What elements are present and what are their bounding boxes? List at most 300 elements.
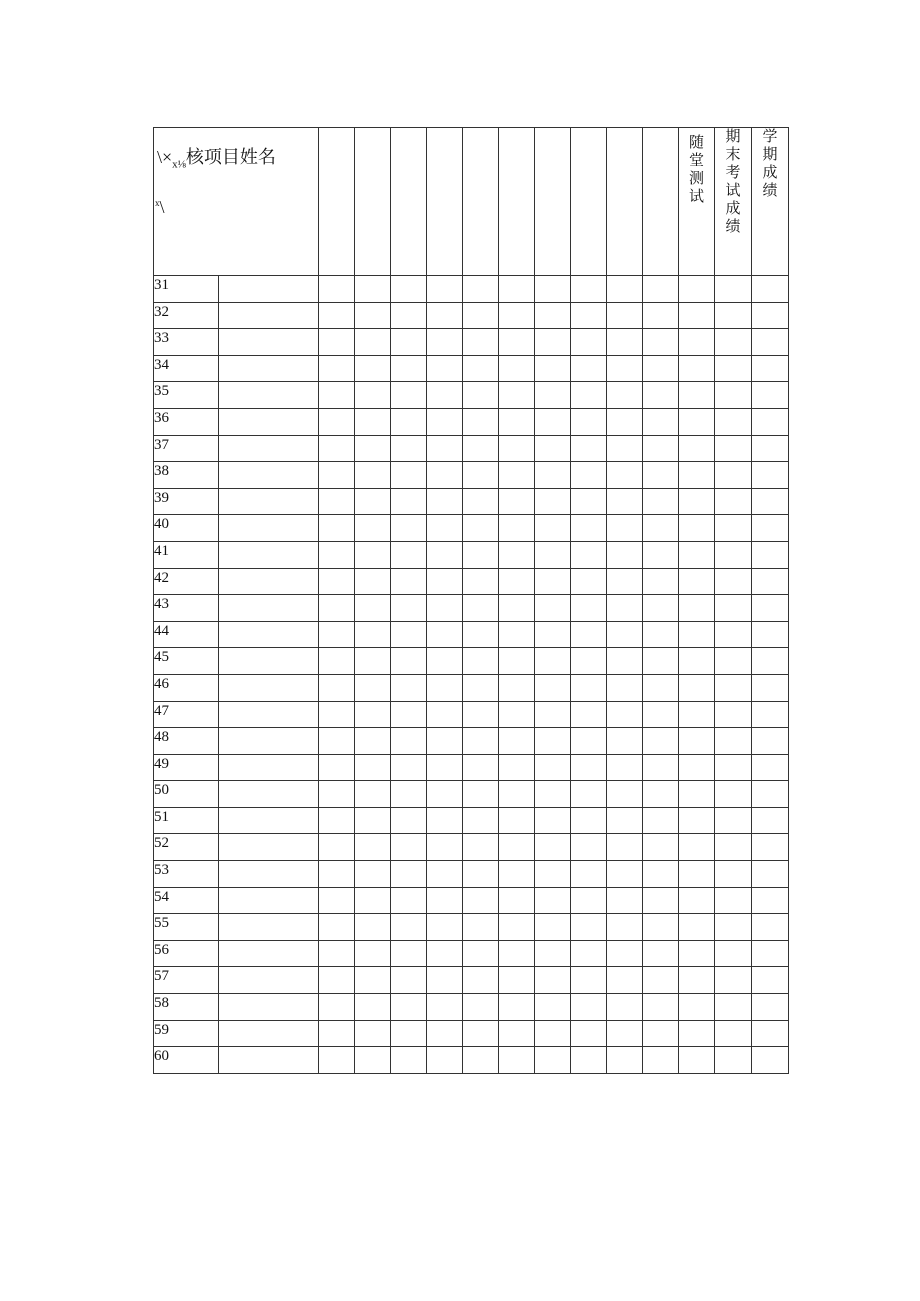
score-cell xyxy=(499,781,535,808)
score-cell xyxy=(499,355,535,382)
student-name-cell xyxy=(219,435,319,462)
score-cell xyxy=(679,674,715,701)
score-cell xyxy=(391,515,427,542)
row-number: 58 xyxy=(154,994,219,1021)
header-quiz-label: 随 堂 测 试 xyxy=(688,133,704,205)
score-cell xyxy=(679,488,715,515)
score-cell xyxy=(355,701,391,728)
student-name-cell xyxy=(219,940,319,967)
row-number: 49 xyxy=(154,754,219,781)
score-cell xyxy=(715,887,752,914)
score-cell xyxy=(355,1047,391,1074)
score-cell xyxy=(535,382,571,409)
score-cell xyxy=(427,967,463,994)
score-cell xyxy=(391,302,427,329)
score-cell xyxy=(571,408,607,435)
score-cell xyxy=(752,781,789,808)
score-cell xyxy=(607,728,643,755)
score-cell xyxy=(607,834,643,861)
score-cell xyxy=(319,462,355,489)
student-name-cell xyxy=(219,728,319,755)
row-number: 45 xyxy=(154,648,219,675)
score-cell xyxy=(463,302,499,329)
score-cell xyxy=(427,674,463,701)
score-cell xyxy=(752,408,789,435)
score-cell xyxy=(715,674,752,701)
table-row xyxy=(154,408,789,435)
score-cell xyxy=(535,568,571,595)
score-cell xyxy=(319,940,355,967)
score-cell xyxy=(463,1020,499,1047)
score-cell xyxy=(427,940,463,967)
score-cell xyxy=(427,728,463,755)
score-cell xyxy=(499,515,535,542)
score-cell xyxy=(499,435,535,462)
table-row xyxy=(154,595,789,622)
row-number: 37 xyxy=(154,435,219,462)
score-cell xyxy=(679,621,715,648)
score-cell xyxy=(463,462,499,489)
score-cell xyxy=(391,674,427,701)
score-cell xyxy=(499,408,535,435)
score-cell xyxy=(499,940,535,967)
score-cell xyxy=(319,408,355,435)
score-cell xyxy=(427,621,463,648)
score-cell xyxy=(499,276,535,303)
student-name-cell xyxy=(219,648,319,675)
score-cell xyxy=(535,807,571,834)
table-row xyxy=(154,887,789,914)
score-cell xyxy=(463,276,499,303)
score-cell xyxy=(391,435,427,462)
score-cell xyxy=(643,728,679,755)
score-cell xyxy=(391,648,427,675)
score-cell xyxy=(715,1020,752,1047)
row-number: 56 xyxy=(154,940,219,967)
row-number: 34 xyxy=(154,355,219,382)
score-cell xyxy=(463,940,499,967)
score-cell xyxy=(391,940,427,967)
student-name-cell xyxy=(219,488,319,515)
header-blank-cell xyxy=(499,128,535,276)
score-cell xyxy=(427,515,463,542)
table-row xyxy=(154,834,789,861)
score-cell xyxy=(607,488,643,515)
score-cell xyxy=(752,355,789,382)
score-cell xyxy=(355,994,391,1021)
score-cell xyxy=(607,1047,643,1074)
score-cell xyxy=(571,940,607,967)
score-cell xyxy=(391,595,427,622)
score-cell xyxy=(571,861,607,888)
score-cell xyxy=(391,568,427,595)
score-cell xyxy=(391,1020,427,1047)
row-number: 38 xyxy=(154,462,219,489)
grade-sheet xyxy=(153,127,789,1073)
table-row xyxy=(154,435,789,462)
score-cell xyxy=(535,887,571,914)
row-number: 50 xyxy=(154,781,219,808)
score-cell xyxy=(391,781,427,808)
score-cell xyxy=(571,541,607,568)
score-cell xyxy=(679,382,715,409)
student-name-cell xyxy=(219,887,319,914)
score-cell xyxy=(535,1047,571,1074)
table-row xyxy=(154,994,789,1021)
score-cell xyxy=(355,329,391,356)
score-cell xyxy=(319,807,355,834)
header-blank-cell xyxy=(607,128,643,276)
student-name-cell xyxy=(219,754,319,781)
score-cell xyxy=(535,329,571,356)
score-cell xyxy=(571,515,607,542)
score-cell xyxy=(391,462,427,489)
score-cell xyxy=(715,914,752,941)
score-cell xyxy=(319,834,355,861)
score-cell xyxy=(752,861,789,888)
score-cell xyxy=(535,435,571,462)
table-row xyxy=(154,674,789,701)
score-cell xyxy=(643,382,679,409)
score-cell xyxy=(607,595,643,622)
score-cell xyxy=(391,754,427,781)
row-number: 40 xyxy=(154,515,219,542)
row-number: 47 xyxy=(154,701,219,728)
score-cell xyxy=(427,355,463,382)
score-cell xyxy=(319,435,355,462)
score-cell xyxy=(535,408,571,435)
table-row xyxy=(154,781,789,808)
score-cell xyxy=(715,355,752,382)
score-cell xyxy=(319,728,355,755)
score-cell xyxy=(571,595,607,622)
header-blank-cell xyxy=(643,128,679,276)
score-cell xyxy=(463,1047,499,1074)
score-cell xyxy=(643,435,679,462)
score-cell xyxy=(607,967,643,994)
score-cell xyxy=(643,329,679,356)
table-row xyxy=(154,621,789,648)
score-cell xyxy=(427,861,463,888)
score-cell xyxy=(752,940,789,967)
score-cell xyxy=(463,807,499,834)
student-name-cell xyxy=(219,621,319,648)
score-cell xyxy=(679,435,715,462)
score-cell xyxy=(752,728,789,755)
score-cell xyxy=(319,488,355,515)
score-cell xyxy=(571,382,607,409)
score-cell xyxy=(391,807,427,834)
score-cell xyxy=(752,1020,789,1047)
score-cell xyxy=(571,462,607,489)
score-cell xyxy=(643,861,679,888)
score-cell xyxy=(535,302,571,329)
score-cell xyxy=(679,728,715,755)
score-cell xyxy=(463,355,499,382)
score-cell xyxy=(355,568,391,595)
score-cell xyxy=(643,621,679,648)
student-name-cell xyxy=(219,355,319,382)
row-number: 35 xyxy=(154,382,219,409)
score-cell xyxy=(607,994,643,1021)
score-cell xyxy=(463,887,499,914)
table-row xyxy=(154,355,789,382)
score-cell xyxy=(463,515,499,542)
score-cell xyxy=(643,834,679,861)
score-cell xyxy=(643,568,679,595)
score-cell xyxy=(463,674,499,701)
score-cell xyxy=(571,887,607,914)
score-cell xyxy=(679,967,715,994)
score-cell xyxy=(391,994,427,1021)
score-cell xyxy=(355,861,391,888)
score-cell xyxy=(535,940,571,967)
score-cell xyxy=(499,382,535,409)
score-cell xyxy=(752,914,789,941)
score-cell xyxy=(679,940,715,967)
score-cell xyxy=(535,595,571,622)
score-cell xyxy=(355,302,391,329)
score-cell xyxy=(607,382,643,409)
score-cell xyxy=(715,568,752,595)
score-cell xyxy=(355,488,391,515)
score-cell xyxy=(355,276,391,303)
score-cell xyxy=(643,408,679,435)
score-cell xyxy=(355,462,391,489)
table-row xyxy=(154,807,789,834)
header-blank-cell xyxy=(355,128,391,276)
score-cell xyxy=(427,276,463,303)
score-cell xyxy=(499,754,535,781)
row-number: 46 xyxy=(154,674,219,701)
score-cell xyxy=(391,914,427,941)
score-cell xyxy=(535,648,571,675)
score-cell xyxy=(391,355,427,382)
score-cell xyxy=(391,621,427,648)
score-cell xyxy=(355,728,391,755)
diagonal-header-cell xyxy=(154,128,319,276)
score-cell xyxy=(391,382,427,409)
score-cell xyxy=(499,1047,535,1074)
score-cell xyxy=(679,541,715,568)
header-blank-cell xyxy=(571,128,607,276)
score-cell xyxy=(499,541,535,568)
score-cell xyxy=(499,834,535,861)
score-cell xyxy=(499,1020,535,1047)
row-number: 48 xyxy=(154,728,219,755)
score-cell xyxy=(752,462,789,489)
row-number: 39 xyxy=(154,488,219,515)
score-cell xyxy=(571,834,607,861)
score-cell xyxy=(715,488,752,515)
score-cell xyxy=(715,807,752,834)
score-cell xyxy=(679,568,715,595)
score-cell xyxy=(752,515,789,542)
score-cell xyxy=(571,1047,607,1074)
score-cell xyxy=(679,355,715,382)
score-cell xyxy=(355,914,391,941)
table-row xyxy=(154,648,789,675)
header-blank-cell xyxy=(463,128,499,276)
score-cell xyxy=(427,435,463,462)
score-cell xyxy=(427,1020,463,1047)
score-cell xyxy=(715,595,752,622)
score-cell xyxy=(319,355,355,382)
score-cell xyxy=(643,887,679,914)
score-cell xyxy=(355,674,391,701)
score-cell xyxy=(535,754,571,781)
student-name-cell xyxy=(219,834,319,861)
score-cell xyxy=(427,648,463,675)
score-cell xyxy=(535,621,571,648)
table-row xyxy=(154,914,789,941)
score-cell xyxy=(355,408,391,435)
student-name-cell xyxy=(219,462,319,489)
score-cell xyxy=(679,861,715,888)
score-cell xyxy=(499,967,535,994)
score-cell xyxy=(643,940,679,967)
header-quiz-cell xyxy=(679,128,715,276)
score-cell xyxy=(319,302,355,329)
score-cell xyxy=(571,728,607,755)
corner-header-bottom: $^x$\ xyxy=(155,196,165,217)
score-cell xyxy=(607,807,643,834)
student-name-cell xyxy=(219,568,319,595)
score-cell xyxy=(355,435,391,462)
header-final-label: 期 末 考 试 成 绩 xyxy=(725,127,741,235)
table-row xyxy=(154,515,789,542)
score-cell xyxy=(427,781,463,808)
score-cell xyxy=(463,994,499,1021)
score-cell xyxy=(319,701,355,728)
score-cell xyxy=(643,515,679,542)
score-cell xyxy=(391,887,427,914)
student-name-cell xyxy=(219,1047,319,1074)
student-name-cell xyxy=(219,1020,319,1047)
score-cell xyxy=(463,435,499,462)
score-cell xyxy=(319,781,355,808)
score-cell xyxy=(571,488,607,515)
score-cell xyxy=(679,302,715,329)
student-name-cell xyxy=(219,674,319,701)
score-cell xyxy=(499,728,535,755)
score-cell xyxy=(752,1047,789,1074)
score-cell xyxy=(463,728,499,755)
score-cell xyxy=(607,355,643,382)
score-cell xyxy=(752,701,789,728)
table-row xyxy=(154,541,789,568)
score-cell xyxy=(355,834,391,861)
score-cell xyxy=(752,967,789,994)
score-cell xyxy=(571,781,607,808)
score-cell xyxy=(427,329,463,356)
table-row xyxy=(154,728,789,755)
score-cell xyxy=(571,568,607,595)
score-cell xyxy=(391,488,427,515)
score-cell xyxy=(319,887,355,914)
score-cell xyxy=(355,1020,391,1047)
score-cell xyxy=(535,728,571,755)
score-cell xyxy=(679,648,715,675)
score-cell xyxy=(391,861,427,888)
score-cell xyxy=(319,276,355,303)
score-cell xyxy=(391,329,427,356)
score-cell xyxy=(535,781,571,808)
score-cell xyxy=(535,541,571,568)
table-row xyxy=(154,568,789,595)
header-row xyxy=(154,128,789,276)
score-cell xyxy=(643,807,679,834)
score-cell xyxy=(607,914,643,941)
score-cell xyxy=(391,834,427,861)
row-number: 41 xyxy=(154,541,219,568)
score-cell xyxy=(679,887,715,914)
score-cell xyxy=(391,1047,427,1074)
score-cell xyxy=(571,648,607,675)
row-number: 52 xyxy=(154,834,219,861)
score-cell xyxy=(319,914,355,941)
score-cell xyxy=(752,488,789,515)
score-cell xyxy=(752,754,789,781)
score-cell xyxy=(463,914,499,941)
score-cell xyxy=(355,621,391,648)
score-cell xyxy=(463,621,499,648)
table-row xyxy=(154,1047,789,1074)
score-cell xyxy=(715,754,752,781)
score-cell xyxy=(643,355,679,382)
score-cell xyxy=(571,1020,607,1047)
score-cell xyxy=(499,887,535,914)
score-cell xyxy=(643,754,679,781)
score-cell xyxy=(355,648,391,675)
score-cell xyxy=(499,648,535,675)
student-name-cell xyxy=(219,382,319,409)
score-cell xyxy=(715,541,752,568)
score-cell xyxy=(535,276,571,303)
score-cell xyxy=(571,302,607,329)
student-name-cell xyxy=(219,595,319,622)
header-blank-cell xyxy=(391,128,427,276)
score-cell xyxy=(752,621,789,648)
score-cell xyxy=(643,701,679,728)
score-cell xyxy=(752,887,789,914)
score-cell xyxy=(427,302,463,329)
score-cell xyxy=(643,488,679,515)
score-cell xyxy=(535,515,571,542)
score-cell xyxy=(463,781,499,808)
score-cell xyxy=(427,408,463,435)
score-cell xyxy=(355,807,391,834)
score-cell xyxy=(319,515,355,542)
score-cell xyxy=(643,967,679,994)
score-cell xyxy=(607,781,643,808)
score-cell xyxy=(319,1020,355,1047)
score-cell xyxy=(535,861,571,888)
student-name-cell xyxy=(219,701,319,728)
student-name-cell xyxy=(219,302,319,329)
score-cell xyxy=(752,595,789,622)
score-cell xyxy=(679,462,715,489)
table-row xyxy=(154,701,789,728)
row-number: 44 xyxy=(154,621,219,648)
score-cell xyxy=(643,1020,679,1047)
score-cell xyxy=(715,329,752,356)
score-cell xyxy=(679,595,715,622)
score-cell xyxy=(319,541,355,568)
score-cell xyxy=(499,302,535,329)
score-cell xyxy=(607,887,643,914)
score-cell xyxy=(427,914,463,941)
